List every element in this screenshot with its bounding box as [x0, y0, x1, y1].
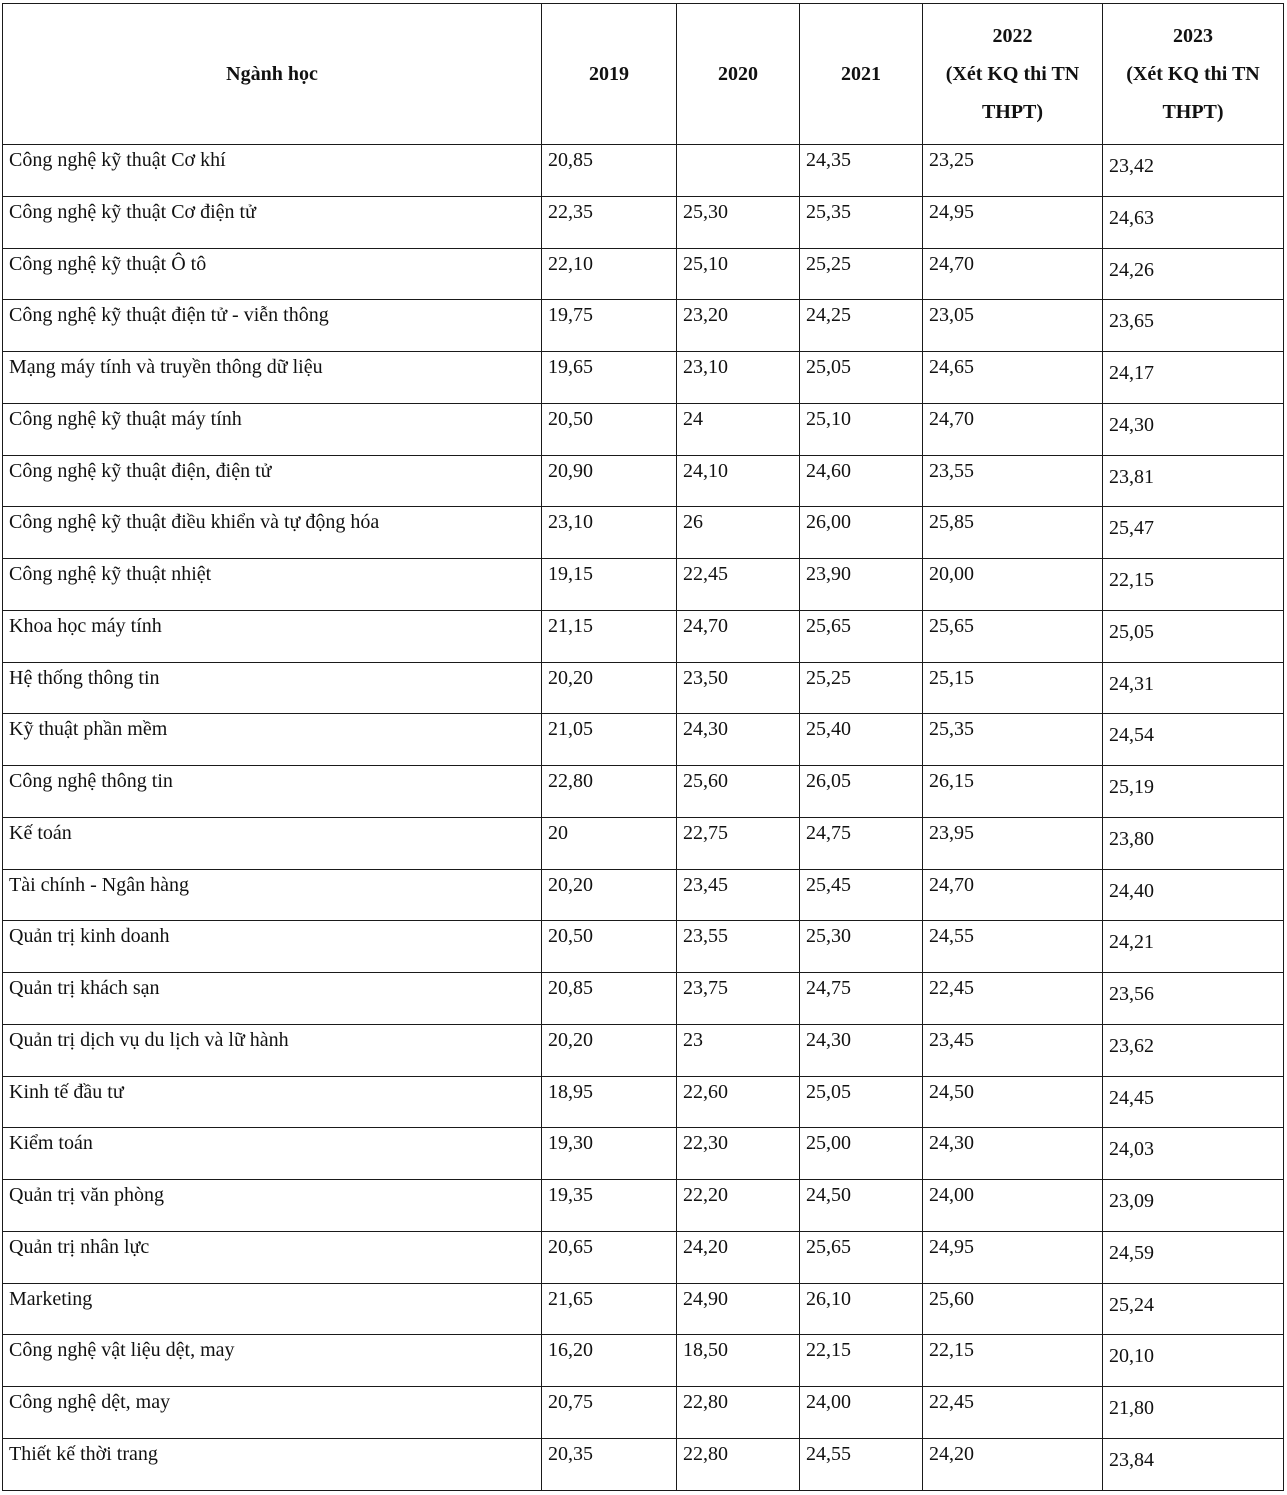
- cell-2019: 20,65: [542, 1231, 677, 1283]
- table-row: [3, 1128, 1284, 1180]
- cell-2020: 24,90: [677, 1283, 800, 1335]
- cell-2019: 20,50: [542, 921, 677, 973]
- cell-2022: 25,15: [923, 662, 1103, 714]
- table-row: [3, 973, 1284, 1025]
- table-row: [3, 610, 1284, 662]
- cell-2021: 25,25: [800, 248, 923, 300]
- cell-2022: 23,25: [923, 145, 1103, 197]
- cell-2021: 25,00: [800, 1128, 923, 1180]
- table-row: [3, 559, 1284, 611]
- cell-2022: 23,45: [923, 1024, 1103, 1076]
- cell-2019: 18,95: [542, 1076, 677, 1128]
- table-row: [3, 1024, 1284, 1076]
- cell-2022: 23,05: [923, 300, 1103, 352]
- table-row: [3, 1335, 1284, 1387]
- cell-major: Công nghệ kỹ thuật máy tính: [3, 403, 542, 455]
- cell-major: Hệ thống thông tin: [3, 662, 542, 714]
- cell-2023: 25,24: [1103, 1283, 1284, 1335]
- cell-2022: 22,15: [923, 1335, 1103, 1387]
- cell-major: Mạng máy tính và truyền thông dữ liệu: [3, 352, 542, 404]
- cell-2019: 19,15: [542, 559, 677, 611]
- cell-2023: 24,45: [1103, 1076, 1284, 1128]
- cell-major: Công nghệ vật liệu dệt, may: [3, 1335, 542, 1387]
- cell-2020: 24,10: [677, 455, 800, 507]
- cell-2022: 24,70: [923, 869, 1103, 921]
- cell-2019: 21,05: [542, 714, 677, 766]
- cell-major: Quản trị nhân lực: [3, 1231, 542, 1283]
- cell-2023: 25,05: [1103, 610, 1284, 662]
- cell-2021: 22,15: [800, 1335, 923, 1387]
- cell-2023: 24,17: [1103, 352, 1284, 404]
- header-2019: 2019: [542, 4, 677, 145]
- cell-2021: 25,65: [800, 1231, 923, 1283]
- cell-2021: 25,40: [800, 714, 923, 766]
- cell-2023: 23,84: [1103, 1438, 1284, 1490]
- header-2023-note: (Xét KQ thi TN THPT): [1126, 63, 1260, 123]
- cell-2023: 24,31: [1103, 662, 1284, 714]
- cell-2022: 22,45: [923, 973, 1103, 1025]
- cell-2019: 21,15: [542, 610, 677, 662]
- header-2022-note: (Xét KQ thi TN THPT): [945, 63, 1080, 123]
- cell-2022: 24,95: [923, 1231, 1103, 1283]
- table-row: [3, 817, 1284, 869]
- cell-2020: 24,70: [677, 610, 800, 662]
- cell-major: Marketing: [3, 1283, 542, 1335]
- cell-2020: 23,55: [677, 921, 800, 973]
- cell-major: Công nghệ kỹ thuật Ô tô: [3, 248, 542, 300]
- cell-2022: 23,95: [923, 817, 1103, 869]
- table-row: [3, 1231, 1284, 1283]
- cell-2020: 25,60: [677, 766, 800, 818]
- cell-2022: 26,15: [923, 766, 1103, 818]
- cell-2020: 24,30: [677, 714, 800, 766]
- cell-2023: 23,09: [1103, 1180, 1284, 1232]
- table-row: [3, 248, 1284, 300]
- cell-2023: 21,80: [1103, 1387, 1284, 1439]
- cell-2020: 25,10: [677, 248, 800, 300]
- cell-major: Tài chính - Ngân hàng: [3, 869, 542, 921]
- cell-2019: 20,90: [542, 455, 677, 507]
- cell-major: Công nghệ kỹ thuật nhiệt: [3, 559, 542, 611]
- cell-2021: 24,35: [800, 145, 923, 197]
- cell-2021: 24,25: [800, 300, 923, 352]
- cell-2021: 25,45: [800, 869, 923, 921]
- cell-2021: 24,30: [800, 1024, 923, 1076]
- cell-2023: 25,47: [1103, 507, 1284, 559]
- cell-2019: 23,10: [542, 507, 677, 559]
- cell-2023: 25,19: [1103, 766, 1284, 818]
- cell-major: Thiết kế thời trang: [3, 1438, 542, 1490]
- cell-2021: 25,05: [800, 1076, 923, 1128]
- cell-major: Kinh tế đầu tư: [3, 1076, 542, 1128]
- cell-major: Công nghệ kỹ thuật điện tử - viễn thông: [3, 300, 542, 352]
- cell-2022: 25,65: [923, 610, 1103, 662]
- cell-2020: 24: [677, 403, 800, 455]
- cell-2019: 19,30: [542, 1128, 677, 1180]
- cell-2020: 22,45: [677, 559, 800, 611]
- table-row: [3, 921, 1284, 973]
- cell-2020: 22,20: [677, 1180, 800, 1232]
- cell-2021: 24,55: [800, 1438, 923, 1490]
- header-2020: 2020: [677, 4, 800, 145]
- cell-2020: 23,20: [677, 300, 800, 352]
- cell-2023: 23,65: [1103, 300, 1284, 352]
- cell-2021: 24,75: [800, 973, 923, 1025]
- cell-2023: 24,40: [1103, 869, 1284, 921]
- header-row: [3, 4, 1284, 145]
- cell-2021: 25,35: [800, 196, 923, 248]
- cell-2021: 24,50: [800, 1180, 923, 1232]
- cell-major: Quản trị dịch vụ du lịch và lữ hành: [3, 1024, 542, 1076]
- cell-2021: 25,05: [800, 352, 923, 404]
- cell-major: Công nghệ kỹ thuật Cơ khí: [3, 145, 542, 197]
- header-2021: 2021: [800, 4, 923, 145]
- cell-2023: 23,62: [1103, 1024, 1284, 1076]
- cell-2019: 20,35: [542, 1438, 677, 1490]
- header-2022-year: 2022: [992, 25, 1033, 47]
- cell-2020: 22,80: [677, 1387, 800, 1439]
- cell-2019: 20,20: [542, 869, 677, 921]
- table-row: [3, 145, 1284, 197]
- cell-2023: 24,21: [1103, 921, 1284, 973]
- cell-2023: 24,03: [1103, 1128, 1284, 1180]
- cell-2023: 20,10: [1103, 1335, 1284, 1387]
- table-row: [3, 1076, 1284, 1128]
- header-2022: [923, 4, 1103, 145]
- header-2023-year: 2023: [1173, 25, 1213, 47]
- cell-2021: 24,75: [800, 817, 923, 869]
- cell-major: Kiểm toán: [3, 1128, 542, 1180]
- cell-2021: 25,25: [800, 662, 923, 714]
- cell-2023: 24,59: [1103, 1231, 1284, 1283]
- cell-2019: 20,75: [542, 1387, 677, 1439]
- cell-2019: 19,75: [542, 300, 677, 352]
- table-row: [3, 766, 1284, 818]
- cell-major: Kỹ thuật phần mềm: [3, 714, 542, 766]
- cell-2021: 26,05: [800, 766, 923, 818]
- cell-2022: 24,65: [923, 352, 1103, 404]
- cell-2022: 24,20: [923, 1438, 1103, 1490]
- cell-2023: 22,15: [1103, 559, 1284, 611]
- cell-2023: 24,30: [1103, 403, 1284, 455]
- cell-2023: 24,63: [1103, 196, 1284, 248]
- table-row: [3, 507, 1284, 559]
- table-row: [3, 1283, 1284, 1335]
- cell-2022: 24,70: [923, 248, 1103, 300]
- cell-2020: [677, 145, 800, 197]
- cell-major: Quản trị văn phòng: [3, 1180, 542, 1232]
- cell-2019: 20,20: [542, 1024, 677, 1076]
- cell-2023: 24,26: [1103, 248, 1284, 300]
- cell-2019: 20,85: [542, 145, 677, 197]
- table-row: [3, 196, 1284, 248]
- cell-2019: 22,10: [542, 248, 677, 300]
- cell-2022: 25,60: [923, 1283, 1103, 1335]
- cell-2019: 19,35: [542, 1180, 677, 1232]
- cell-2020: 26: [677, 507, 800, 559]
- cell-2022: 25,85: [923, 507, 1103, 559]
- cell-2022: 24,55: [923, 921, 1103, 973]
- cell-2020: 23,50: [677, 662, 800, 714]
- cell-2020: 18,50: [677, 1335, 800, 1387]
- cell-2023: 23,56: [1103, 973, 1284, 1025]
- admission-score-table: [2, 3, 1284, 1491]
- cell-2022: 24,95: [923, 196, 1103, 248]
- cell-2020: 22,80: [677, 1438, 800, 1490]
- cell-2020: 23,10: [677, 352, 800, 404]
- cell-2019: 20,50: [542, 403, 677, 455]
- table-header: [3, 4, 1284, 145]
- cell-2019: 20,20: [542, 662, 677, 714]
- cell-2023: 23,81: [1103, 455, 1284, 507]
- cell-2021: 25,65: [800, 610, 923, 662]
- cell-2023: 23,80: [1103, 817, 1284, 869]
- cell-2023: 24,54: [1103, 714, 1284, 766]
- cell-2020: 22,75: [677, 817, 800, 869]
- cell-2019: 21,65: [542, 1283, 677, 1335]
- cell-2021: 25,10: [800, 403, 923, 455]
- table-row: [3, 1438, 1284, 1490]
- cell-2019: 20,85: [542, 973, 677, 1025]
- cell-2022: 22,45: [923, 1387, 1103, 1439]
- cell-2021: 24,00: [800, 1387, 923, 1439]
- cell-2021: 26,10: [800, 1283, 923, 1335]
- table-row: [3, 1387, 1284, 1439]
- cell-2020: 23,75: [677, 973, 800, 1025]
- header-major: Ngành học: [3, 4, 542, 145]
- cell-major: Công nghệ thông tin: [3, 766, 542, 818]
- cell-2019: 16,20: [542, 1335, 677, 1387]
- cell-major: Khoa học máy tính: [3, 610, 542, 662]
- cell-2022: 23,55: [923, 455, 1103, 507]
- cell-2022: 25,35: [923, 714, 1103, 766]
- cell-2022: 24,30: [923, 1128, 1103, 1180]
- cell-2021: 24,60: [800, 455, 923, 507]
- cell-2023: 23,42: [1103, 145, 1284, 197]
- table-row: [3, 714, 1284, 766]
- cell-2019: 20: [542, 817, 677, 869]
- table-body: [3, 145, 1284, 1491]
- cell-2021: 25,30: [800, 921, 923, 973]
- header-2023: [1103, 4, 1284, 145]
- cell-major: Công nghệ dệt, may: [3, 1387, 542, 1439]
- cell-2022: 24,50: [923, 1076, 1103, 1128]
- cell-2021: 26,00: [800, 507, 923, 559]
- cell-2022: 20,00: [923, 559, 1103, 611]
- cell-2020: 24,20: [677, 1231, 800, 1283]
- table-row: [3, 300, 1284, 352]
- cell-major: Kế toán: [3, 817, 542, 869]
- cell-2019: 19,65: [542, 352, 677, 404]
- table-row: [3, 662, 1284, 714]
- table-row: [3, 1180, 1284, 1232]
- cell-2020: 23: [677, 1024, 800, 1076]
- cell-2020: 22,30: [677, 1128, 800, 1180]
- cell-major: Công nghệ kỹ thuật điện, điện tử: [3, 455, 542, 507]
- cell-2020: 22,60: [677, 1076, 800, 1128]
- cell-2019: 22,35: [542, 196, 677, 248]
- table-row: [3, 352, 1284, 404]
- table-row: [3, 403, 1284, 455]
- cell-2021: 23,90: [800, 559, 923, 611]
- cell-major: Công nghệ kỹ thuật điều khiển và tự động hóa: [3, 507, 542, 559]
- cell-2022: 24,70: [923, 403, 1103, 455]
- table-row: [3, 455, 1284, 507]
- cell-2020: 25,30: [677, 196, 800, 248]
- cell-2020: 23,45: [677, 869, 800, 921]
- cell-2019: 22,80: [542, 766, 677, 818]
- table-row: [3, 869, 1284, 921]
- cell-major: Công nghệ kỹ thuật Cơ điện tử: [3, 196, 542, 248]
- cell-major: Quản trị kinh doanh: [3, 921, 542, 973]
- cell-major: Quản trị khách sạn: [3, 973, 542, 1025]
- cell-2022: 24,00: [923, 1180, 1103, 1232]
